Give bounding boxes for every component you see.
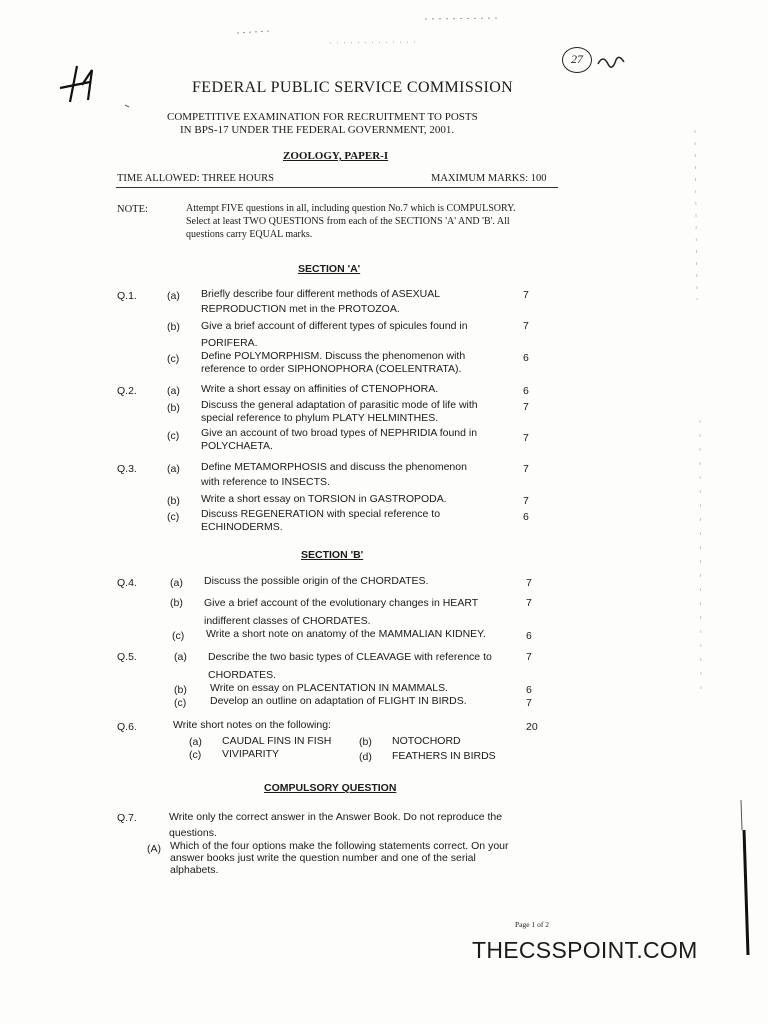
part-label: (A) xyxy=(147,843,161,855)
part-label: (b) xyxy=(174,684,187,696)
part-label: (c) xyxy=(172,630,185,642)
question-line: Develop an outline on adaptation of FLIGHT IN BIRDS. xyxy=(210,695,467,707)
exam-subtitle xyxy=(0,111,670,137)
question-line: Define POLYMORPHISM. Discuss the phenomenon with xyxy=(201,350,466,362)
part-label: (a) xyxy=(174,651,187,663)
note-label: NOTE: xyxy=(117,204,148,215)
question-line: answer books just write the question number and one of the serial xyxy=(170,852,476,864)
question-text xyxy=(208,648,492,684)
marks-value: 7 xyxy=(523,401,529,413)
question-line: Give a brief account of the evolutionary changes in HEART xyxy=(204,597,479,609)
note-text: Attempt FIVE questions in all, including question No.7 which is COMPULSORY. Select at least TWO QUESTIONS from each of the SECTIONS 'A' AND 'B'. All questions carry EQUAL marks. xyxy=(186,203,516,240)
short-note-item: FEATHERS IN BIRDS xyxy=(392,750,496,762)
question-line: questions. xyxy=(169,827,217,839)
marks-value: 7 xyxy=(526,651,532,663)
question-line: Discuss the possible origin of the CHORDATES. xyxy=(204,575,429,587)
question-line: ECHINODERMS. xyxy=(201,521,283,533)
question-line: REPRODUCTION met in the PROTOZOA. xyxy=(201,303,400,315)
question-number: Q.7. xyxy=(117,812,137,824)
question-text xyxy=(204,574,428,589)
question-line: Discuss the general adaptation of parasitic mode of life with xyxy=(201,399,478,411)
maximum-marks: MAXIMUM MARKS: 100 xyxy=(431,173,547,184)
marks-value: 6 xyxy=(523,511,529,523)
part-label: (a) xyxy=(170,577,183,589)
marks-value: 7 xyxy=(526,697,532,709)
part-label: (c) xyxy=(167,511,180,523)
subtitle-line-1: COMPETITIVE EXAMINATION FOR RECRUITMENT TO POSTS xyxy=(167,111,478,123)
short-note-label: (d) xyxy=(359,751,372,763)
question-line: reference to order SIPHONOPHORA (COELENTRATA). xyxy=(201,363,462,375)
question-line: special reference to phylum PLATY HELMINTHES. xyxy=(201,412,439,424)
part-label: (c) xyxy=(167,430,180,442)
marks-value: 6 xyxy=(523,385,529,397)
short-note-item: CAUDAL FINS IN FISH xyxy=(222,735,332,747)
marks-value: 7 xyxy=(526,577,532,589)
question-line: CHORDATES. xyxy=(208,669,277,681)
question-text xyxy=(210,694,467,709)
question-line: indifferent classes of CHORDATES. xyxy=(204,615,371,627)
short-note-label: (c) xyxy=(189,749,202,761)
subtitle-line-2: IN BPS-17 UNDER THE FEDERAL GOVERNMENT, 2001. xyxy=(180,124,455,136)
section-b-heading: SECTION 'B' xyxy=(301,549,364,561)
page-stamp xyxy=(562,47,592,73)
part-label: (c) xyxy=(167,353,180,365)
question-number: Q.6. xyxy=(117,721,137,733)
question-line: Write a short essay on affinities of CTENOPHORA. xyxy=(201,383,439,395)
short-note-item: VIVIPARITY xyxy=(222,748,279,760)
question-line: POLYCHAETA. xyxy=(201,440,273,452)
question-line: Discuss REGENERATION with special reference to xyxy=(201,508,441,520)
marks-value: 6 xyxy=(526,630,532,642)
marks-value: 6 xyxy=(526,684,532,696)
question-text xyxy=(201,399,478,425)
short-note-label: (b) xyxy=(359,736,372,748)
question-text xyxy=(201,382,438,397)
question-number: Q.1. xyxy=(117,290,137,302)
question-text xyxy=(170,840,509,876)
stamp-scribble xyxy=(596,52,626,72)
compulsory-section-heading: COMPULSORY QUESTION xyxy=(264,782,397,794)
question-text xyxy=(201,287,440,317)
question-line: with reference to INSECTS. xyxy=(201,476,330,488)
part-label: (b) xyxy=(167,402,180,414)
question-line: Give a brief account of different types of spicules found in xyxy=(201,320,468,332)
question-line: Write only the correct answer in the Answer Book. Do not reproduce the xyxy=(169,811,503,823)
site-watermark: THECSSPOINT.COM xyxy=(472,937,698,963)
question-line: Give an account of two broad types of NEPHRIDIA found in xyxy=(201,427,478,439)
handwritten-mark xyxy=(52,58,132,108)
question-line: Briefly describe four different methods of ASEXUAL xyxy=(201,288,441,300)
question-text xyxy=(201,508,440,534)
part-label: (c) xyxy=(174,697,187,709)
marks-value: 6 xyxy=(523,352,529,364)
part-label: (a) xyxy=(167,290,180,302)
part-label: (a) xyxy=(167,385,180,397)
question-line: alphabets. xyxy=(170,864,219,876)
question-number: Q.4. xyxy=(117,577,137,589)
question-text: Write short notes on the following: xyxy=(173,719,331,731)
question-line: Write a short essay on TORSION in GASTROPODA. xyxy=(201,493,447,505)
question-number: Q.2. xyxy=(117,385,137,397)
part-label: (b) xyxy=(167,495,180,507)
marks-value: 20 xyxy=(526,721,538,733)
question-text xyxy=(206,627,486,642)
question-text xyxy=(169,809,502,841)
time-allowed: TIME ALLOWED: THREE HOURS xyxy=(117,173,275,184)
question-text xyxy=(201,492,447,507)
part-label: (b) xyxy=(170,597,183,609)
question-line: Describe the two basic types of CLEAVAGE with reference to xyxy=(208,651,492,663)
question-line: Which of the four options make the following statements correct. On your xyxy=(170,840,509,852)
question-line: Define METAMORPHOSIS and discuss the phenomenon xyxy=(201,461,467,473)
question-text xyxy=(201,350,465,376)
paper-title: ZOOLOGY, PAPER-I xyxy=(283,150,389,162)
short-note-label: (a) xyxy=(189,736,202,748)
part-label: (b) xyxy=(167,321,180,333)
marks-value: 7 xyxy=(523,463,529,475)
question-text xyxy=(201,318,468,352)
part-label: (a) xyxy=(167,463,180,475)
question-number: Q.3. xyxy=(117,463,137,475)
header-divider xyxy=(116,187,558,188)
marks-value: 7 xyxy=(523,495,529,507)
marks-value: 7 xyxy=(526,597,532,609)
section-a-heading: SECTION 'A' xyxy=(298,263,361,275)
commission-title: FEDERAL PUBLIC SERVICE COMMISSION xyxy=(192,79,514,96)
question-text xyxy=(201,460,467,490)
question-text xyxy=(204,594,478,630)
question-line: Write a short note on anatomy of the MAMMALIAN KIDNEY. xyxy=(206,628,486,640)
question-line: PORIFERA. xyxy=(201,337,258,349)
marks-value: 7 xyxy=(523,432,529,444)
marks-value: 7 xyxy=(523,320,529,332)
page-stamp-number: 27 xyxy=(571,52,583,66)
question-text xyxy=(201,427,477,453)
short-note-item: NOTOCHORD xyxy=(392,735,461,747)
page-indicator: Page 1 of 2 xyxy=(515,920,549,929)
marks-value: 7 xyxy=(523,289,529,301)
question-line: Write on essay on PLACENTATION IN MAMMALS. xyxy=(210,682,449,694)
question-number: Q.5. xyxy=(117,651,137,663)
